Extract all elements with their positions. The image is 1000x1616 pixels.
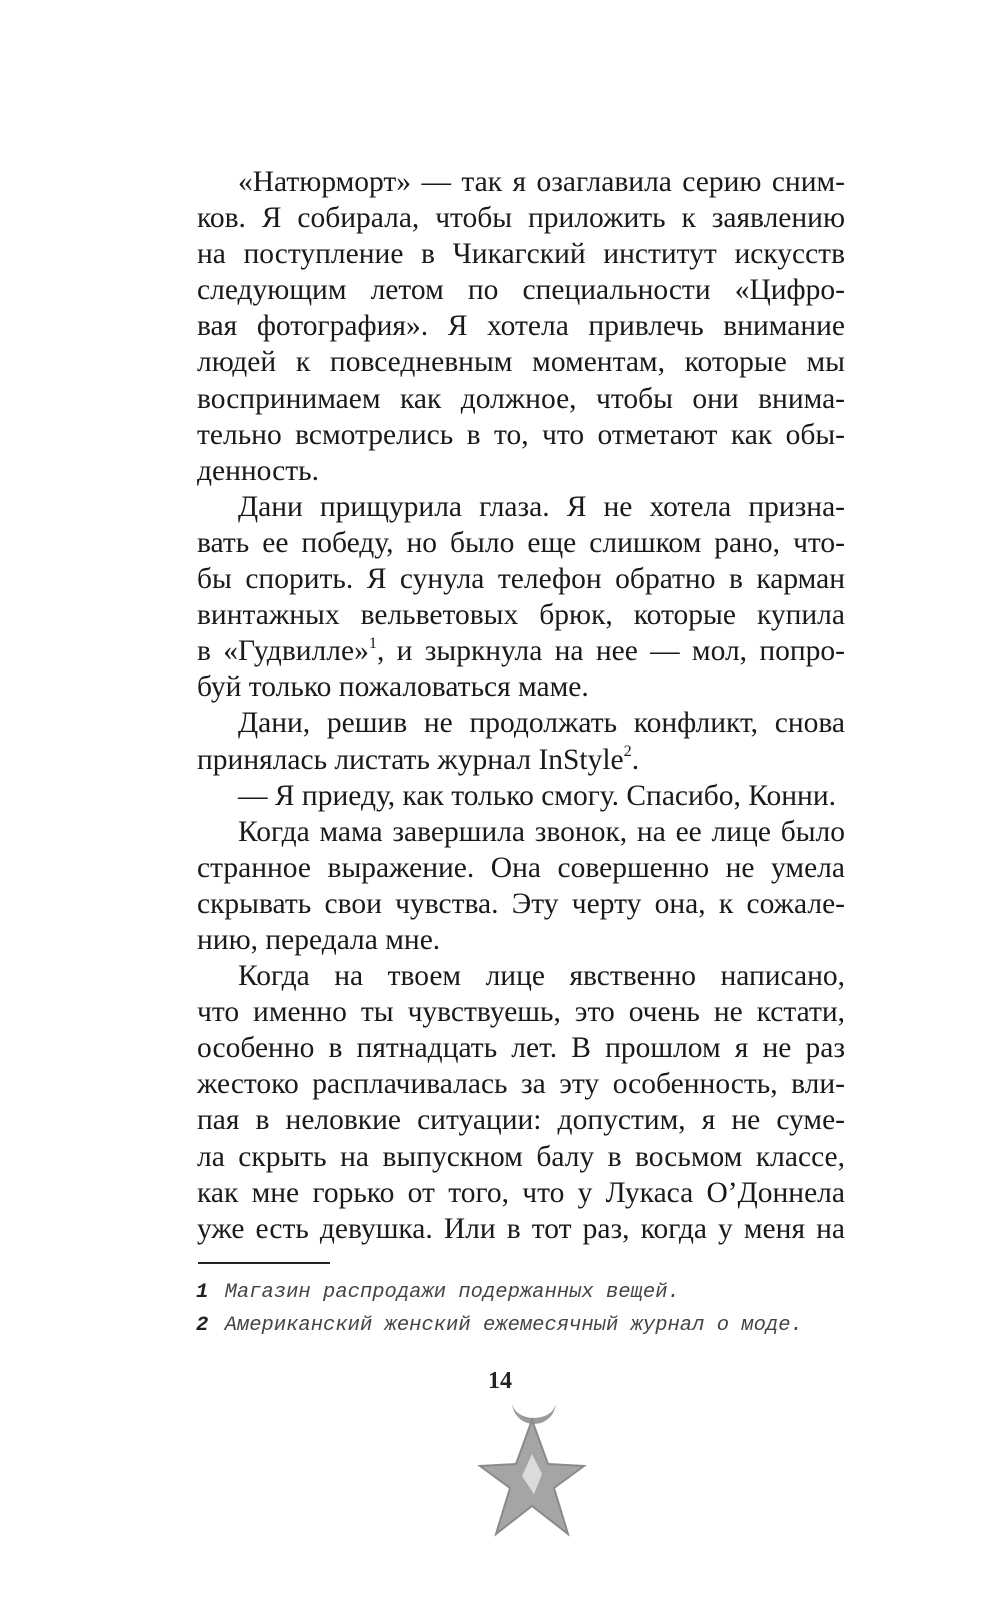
footnotes [196,1276,896,1342]
text-line: как мне горько от того, что у Лукаса О’Доннела [197,1176,845,1209]
paragraph-3 [197,705,845,777]
body-text [197,164,845,1247]
paragraph-1 [197,164,845,489]
text-line: что именно ты чувствуешь, это очень не кстати, [197,996,845,1029]
text-line: Когда мама завершила звонок, на ее лице было [238,815,845,848]
text-line: бы спорить. Я сунула телефон обратно в карман [197,563,845,596]
footnote-1 [196,1276,896,1309]
paragraph-4 [197,778,845,814]
text-line [197,742,845,778]
text-line: скрывать свои чувства. Эту черту она, к сожале- [197,887,845,920]
text-line: вая фотография». Я хотела привлечь внимание [197,310,845,343]
text-line: особенно в пятнадцать лет. В прошлом я не раз [197,1032,845,1065]
footnote-ref-1[interactable]: 1 [368,634,377,653]
footnote-text: Американский женский ежемесячный журнал о моде. [224,1314,803,1337]
paragraph-6 [197,958,845,1247]
footnote-text: Магазин распродажи подержанных вещей. [224,1281,680,1304]
text-line: винтажных вельветовых брюк, которые купила [197,599,845,632]
text-line: Когда на твоем лице явственно написано, [238,960,845,993]
text-line: людей к повседневным моментам, которые мы [197,346,845,379]
text-segment: принялась листать журнал InStyle [197,743,624,776]
paragraph-5 [197,814,845,958]
text-line: пая в неловкие ситуации: допустим, я не суме- [197,1104,845,1137]
crescent-pentagram-icon [476,1392,588,1542]
footnote-divider [198,1262,330,1264]
text-line: денность. [197,454,319,487]
text-line [197,633,845,669]
text-line: Дани, решив не продолжать конфликт, снова [238,707,845,740]
text-line: — Я приеду, как только смогу. Спасибо, Конни. [238,779,836,812]
text-line: нию, передала мне. [197,923,441,956]
text-line: странное выражение. Она совершенно не умела [197,851,845,884]
text-line: воспринимаем как должное, чтобы они внима- [197,382,845,415]
text-line: на поступление в Чикагский институт искусств [197,238,845,271]
text-line: уже есть девушка. Или в тот раз, когда у меня на [197,1212,845,1245]
text-line: тельно всмотрелись в то, что отметают как обы- [197,418,845,451]
text-segment: , и зыркнула на нее — мол, попро- [376,635,845,668]
footnote-number: 2 [196,1314,209,1337]
page-number: 14 [488,1368,512,1394]
text-line: буй только пожаловаться маме. [197,671,589,704]
text-line: жестоко расплачивалась за эту особенность, вли- [197,1068,845,1101]
paragraph-2 [197,489,845,706]
text-line: следующим летом по специальности «Цифро- [197,274,845,307]
footnote-2 [196,1309,896,1342]
text-line: ков. Я собирала, чтобы приложить к заявлению [197,202,845,235]
text-line: вать ее победу, но было еще слишком рано, что- [197,526,845,559]
text-segment: в «Гудвилле» [197,635,369,668]
text-segment: . [631,743,640,776]
text-line: Дани прищурила глаза. Я не хотела призна- [238,490,845,523]
text-line: ла скрыть на выпускном балу в восьмом классе, [197,1140,845,1173]
text-line: «Натюрморт» — так я озаглавила серию сним- [238,166,845,198]
footnote-ref-2[interactable]: 2 [623,742,632,761]
footnote-number: 1 [196,1281,209,1304]
crescent-shape [512,1402,556,1424]
